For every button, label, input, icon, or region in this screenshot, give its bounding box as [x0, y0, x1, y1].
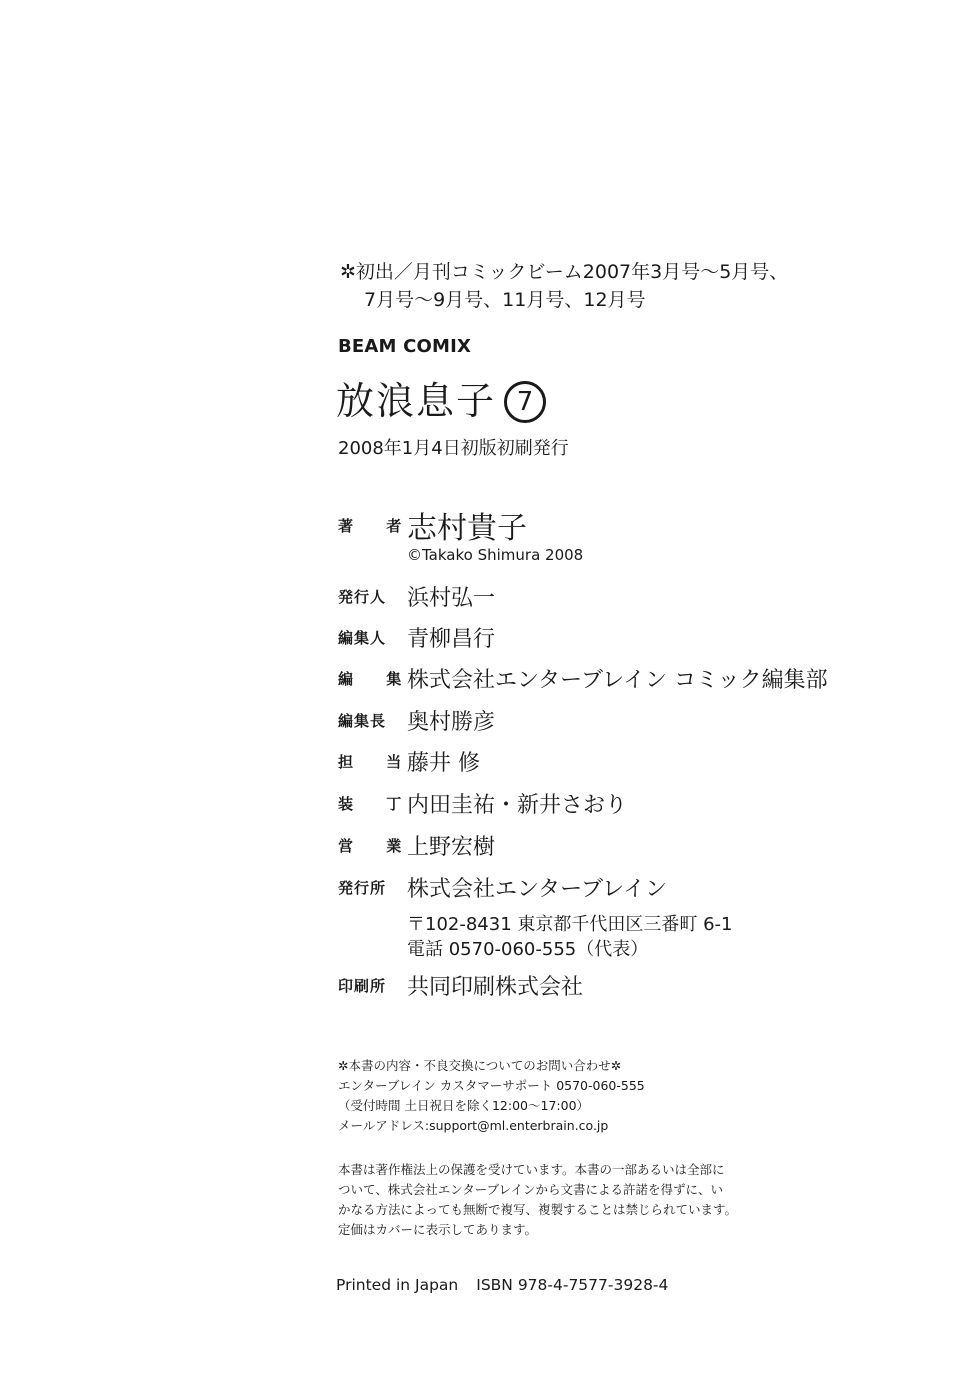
support-notice-line-4: メールアドレス:support@ml.enterbrain.co.jp	[338, 1118, 609, 1133]
chief-editor-label: 編集長	[338, 712, 387, 730]
copyright-notice-line-2: ついて、株式会社エンターブレインから文書による許諾を得ずに、い	[338, 1182, 724, 1197]
support-notice-line-1: ✲本書の内容・不良交換についてのお問い合わせ✲	[338, 1058, 622, 1073]
author-name: 志村貴子	[407, 511, 527, 546]
footer	[336, 1276, 668, 1294]
in-charge-name: 藤井 修	[407, 751, 480, 776]
publisher-label: 発行所	[338, 879, 387, 897]
publication-date: 2008年1月4日初版初刷発行	[338, 438, 569, 459]
publisher-address: 〒102-8431 東京都千代田区三番町 6-1	[407, 914, 733, 935]
series-label: BEAM COMIX	[338, 336, 472, 357]
sales-label: 営 業	[338, 837, 416, 855]
volume-number: 7	[504, 381, 546, 423]
book-title	[336, 370, 546, 425]
editor-person-label: 編集人	[338, 629, 387, 647]
design-label: 装 丁	[338, 795, 416, 813]
publisher-person-name: 浜村弘一	[407, 586, 496, 611]
printed-in-japan: Printed in Japan	[336, 1276, 459, 1294]
editing-label: 編 集	[338, 670, 416, 688]
printer-label: 印刷所	[338, 977, 387, 995]
sales-name: 上野宏樹	[407, 835, 496, 860]
chief-editor-name: 奥村勝彦	[407, 710, 496, 735]
first-publication-line-1: ✲初出／月刊コミックビーム2007年3月号～5月号、	[340, 261, 789, 283]
editing-value: 株式会社エンターブレイン コミック編集部	[407, 668, 828, 693]
support-notice	[338, 1056, 645, 1136]
copyright-line: ©Takako Shimura 2008	[407, 546, 584, 564]
publisher-person-label: 発行人	[338, 588, 387, 606]
publisher-phone: 電話 0570-060-555（代表）	[407, 939, 649, 960]
book-title-text: 放浪息子	[336, 379, 497, 423]
support-notice-line-2: エンターブレイン カスタマーサポート 0570-060-555	[338, 1078, 645, 1093]
isbn: ISBN 978-4-7577-3928-4	[476, 1276, 669, 1294]
support-notice-line-3: （受付時間 土日祝日を除く12:00～17:00）	[338, 1098, 590, 1113]
copyright-notice-line-4: 定価はカバーに表示してあります。	[338, 1222, 538, 1237]
copyright-notice-line-1: 本書は著作権法上の保護を受けています。本書の一部あるいは全部に	[338, 1162, 725, 1177]
printer-name: 共同印刷株式会社	[407, 975, 584, 1000]
copyright-notice-line-3: かなる方法によっても無断で複写、複製することは禁じられています。	[338, 1202, 738, 1217]
design-names: 内田圭祐・新井さおり	[407, 793, 628, 818]
editor-person-name: 青柳昌行	[407, 627, 496, 652]
in-charge-label: 担 当	[338, 753, 416, 771]
copyright-notice	[338, 1160, 737, 1240]
publisher-name: 株式会社エンターブレイン	[407, 877, 668, 902]
author-label: 著 者	[338, 517, 416, 535]
first-publication-note	[340, 258, 788, 314]
first-publication-line-2: 7月号～9月号、11月号、12月号	[364, 289, 646, 311]
